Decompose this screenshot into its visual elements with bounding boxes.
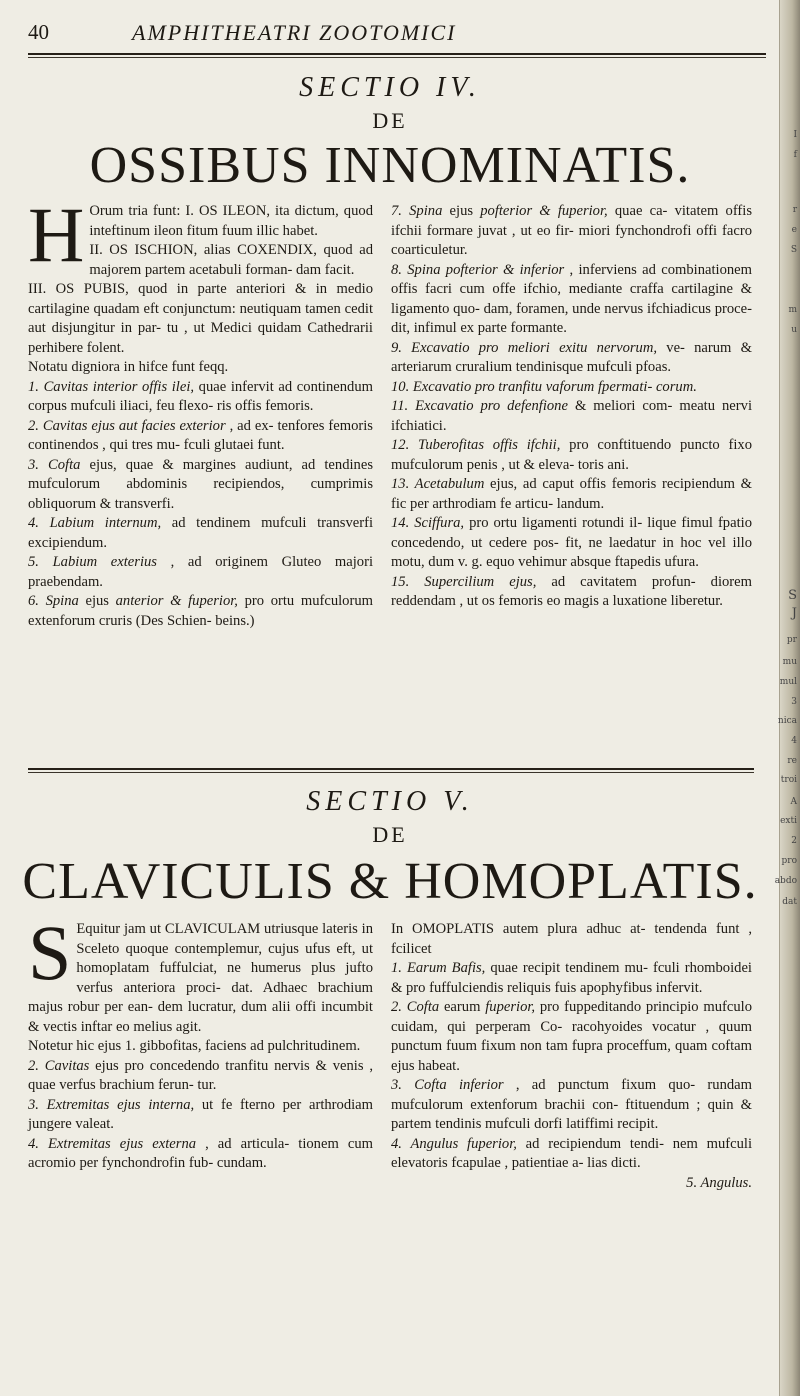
margin-fragment: re xyxy=(787,756,797,766)
margin-fragment: 3 xyxy=(791,697,797,707)
list-item: 10. Excavatio pro tranfitu vaforum fpermati- corum. xyxy=(391,378,697,395)
margin-fragment: 4 xyxy=(791,736,797,746)
section-5-title: CLAVICULIS & HOMOPLATIS. xyxy=(22,853,758,910)
dropcap: S xyxy=(28,909,72,996)
list-item: 13. Acetabulum ejus, ad caput offis femoris recipiendum & fic per arthrodiam fe articu- landum. xyxy=(391,476,752,512)
margin-fragment: exti xyxy=(780,816,797,826)
section-divider-rule-thin xyxy=(28,772,754,773)
list-item: 2. Cavitas ejus aut facies exterior , ad ex- tenfores femoris continendos , qui tres mu- fculi glutaei funt. xyxy=(28,417,373,453)
margin-fragment: A xyxy=(790,797,797,807)
margin-fragment: pr xyxy=(786,635,797,645)
list-item: 2. Cavitas ejus pro concedendo tranfitu nervis & venis , quae verfus brachium ferun- tur. xyxy=(28,1057,373,1093)
paragraph-text: Equitur jam ut CLAVICULAM utriusque lateris in Sceleto quoque contemplemur, cujus ufus eft, ut homoplatam fuffulciat, ne humerus plus jufto verfus anteriora proci- dat. Adhaec brachium majus robur per ean- dem lucratur, dum alii offi incumbit & vectis inftar eo melius agit. xyxy=(28,921,373,1035)
paragraph: Notatu digniora in hifce funt feqq. xyxy=(28,359,229,375)
section-5-de: DE xyxy=(372,822,408,847)
margin-fragment: f xyxy=(793,150,797,160)
list-item: 11. Excavatio pro defenfione & meliori com- meatu nervi ifchiatici. xyxy=(391,398,753,434)
list-item: 3. Extremitas ejus interna, ut fe fterno per arthrodiam jungere valeat. xyxy=(28,1096,374,1132)
list-item: 5. Labium exterius , ad originem Gluteo majori praebendam. xyxy=(28,554,373,590)
section-4-label: SECTIO IV. xyxy=(299,72,481,103)
paragraph: II. OS ISCHION, alias COXENDIX, quod ad majorem partem acetabuli forman- dam facit. xyxy=(89,242,373,278)
catchword: 5. Angulus. xyxy=(686,1174,752,1191)
section-4-left-column xyxy=(28,191,374,631)
margin-fragment: r xyxy=(792,205,797,215)
section-4-right-column xyxy=(391,202,752,612)
paragraph: III. OS PUBIS, quod in parte anteriori & in medio cartilagine quadam eft conjunctum: neutiquam tamen cedit aut disjungitur in par- tu , ut Medici quidam Cathedrarii perhibere folent. xyxy=(28,281,373,356)
dropcap: H xyxy=(28,191,85,278)
section-4-de: DE xyxy=(372,108,408,133)
list-item: 6. Spina ejus anterior & fuperior, pro ortu mufculorum extenforum cruris (Des Schien- beins.) xyxy=(28,593,373,629)
running-title: AMPHITHEATRI ZOOTOMICI xyxy=(132,20,457,45)
section-4-title: OSSIBUS INNOMINATIS. xyxy=(89,137,691,194)
list-item: 3. Cofta inferior , ad punctum fixum quo- rundam mufculorum extenforum brachii con- ftituendum ; quin & partem tendinis mufculi dorfi latiffimi recipit. xyxy=(391,1077,752,1132)
margin-fragment: J xyxy=(791,606,797,621)
margin-fragment: pro xyxy=(781,856,797,866)
list-item: 1. Cavitas interior offis ilei, quae infervit ad continendum corpus mufculi iliaci, feu flexo- ris offis femoris. xyxy=(28,378,373,414)
list-item: 2. Cofta earum fuperior, pro fuppeditando principio mufculo cuidam, qui perperam Co- racohyoides vocatur , quum punctum fuum fixum non tam fupra proceffum, quam coftam ejus habeat. xyxy=(391,999,753,1074)
header-rule xyxy=(28,53,766,55)
section-divider-rule xyxy=(28,768,754,770)
list-item: 1. Earum Bafis, quae recipit tendinem mu- fculi rhomboidei & pro fuffulciendis reliquis fuis apophyfibus infervit. xyxy=(391,960,752,996)
section-5-left-column xyxy=(28,909,374,1174)
margin-fragment: 2 xyxy=(791,836,797,846)
margin-fragment: e xyxy=(791,225,797,235)
header-rule-thin xyxy=(28,57,766,58)
margin-fragment: S xyxy=(790,245,797,255)
list-item: 3. Cofta ejus, quae & margines audiunt, ad tendines mufculorum abdominis recipiendos, cumprimis obliquorum & transverfi. xyxy=(28,456,373,512)
list-item: 14. Sciffura, pro ortu ligamenti rotundi il- lique fimul fpatio concedendo, ut cedere pos- fit, ne laedatur in hoc vel illo motu, dum v. g. equo vehimur absque ftapedis ufura. xyxy=(391,515,752,570)
margin-fragment: I xyxy=(793,130,797,140)
margin-fragment: mu xyxy=(782,657,797,667)
list-item: 9. Excavatio pro meliori exitu nervorum, ve- narum & arteriarum cruralium tendinisque mufculi pfoas. xyxy=(391,339,752,375)
list-item: 8. Spina pofterior & inferior , inferviens ad combinationem offis facri cum offe ifchio, mediante craffa cartilagine & ligamento quo- dam, foramen, unde nervus ifchiadicus proce- dit, infimul ex parte formante. xyxy=(391,261,752,336)
section-5-label: SECTIO V. xyxy=(306,786,474,817)
page-number: 40 xyxy=(28,20,49,44)
paragraph: Notetur hic ejus 1. gibbofitas, faciens ad pulchritudinem. xyxy=(28,1038,361,1054)
list-item: 4. Extremitas ejus externa , ad articula- tionem cum acromio per fynchondrofin fub- cundam. xyxy=(28,1135,373,1171)
margin-fragment: troi xyxy=(780,775,797,785)
list-item: 7. Spina ejus pofterior & fuperior, quae ca- vitatem offis ifchii formare juvat , ut eo fir- miori fynchondrofi offi facro coarticuletur. xyxy=(391,203,753,258)
list-item: 4. Angulus fuperior, ad recipiendum tendi- nem mufculi elevatoris fcapulae , patientiae a- lias dicti. xyxy=(391,1135,753,1171)
margin-fragment: mul xyxy=(779,677,797,687)
margin-fragment: dat xyxy=(782,897,797,907)
margin-fragment: abdo xyxy=(774,876,797,886)
section-5-right-column xyxy=(391,920,752,1193)
margin-fragment: nica xyxy=(777,716,797,726)
facing-page-edge xyxy=(774,0,800,1396)
paragraph-text: Orum tria funt: I. OS ILEON, ita dictum, quod inteftinum ileon fitum fuum illic habet. xyxy=(89,203,373,239)
list-item: 4. Labium internum, ad tendinem mufculi transverfi excipiendum. xyxy=(28,515,374,551)
margin-fragment: S xyxy=(788,588,797,603)
list-item: 15. Supercilium ejus, ad cavitatem profun- diorem reddendam , ut os femoris eo magis a luxatione liberetur. xyxy=(391,573,752,609)
margin-fragment: m xyxy=(788,305,797,315)
list-item: 12. Tuberofitas offis ifchii, pro conftituendo puncto fixo mufculorum penis , ut & eleva- toris ani. xyxy=(391,437,752,473)
margin-fragment: u xyxy=(791,325,797,335)
page-header xyxy=(28,20,760,50)
intro-paragraph xyxy=(28,909,373,1037)
paragraph: In OMOPLATIS autem plura adhuc at- tendenda funt , fcilicet xyxy=(391,921,752,957)
